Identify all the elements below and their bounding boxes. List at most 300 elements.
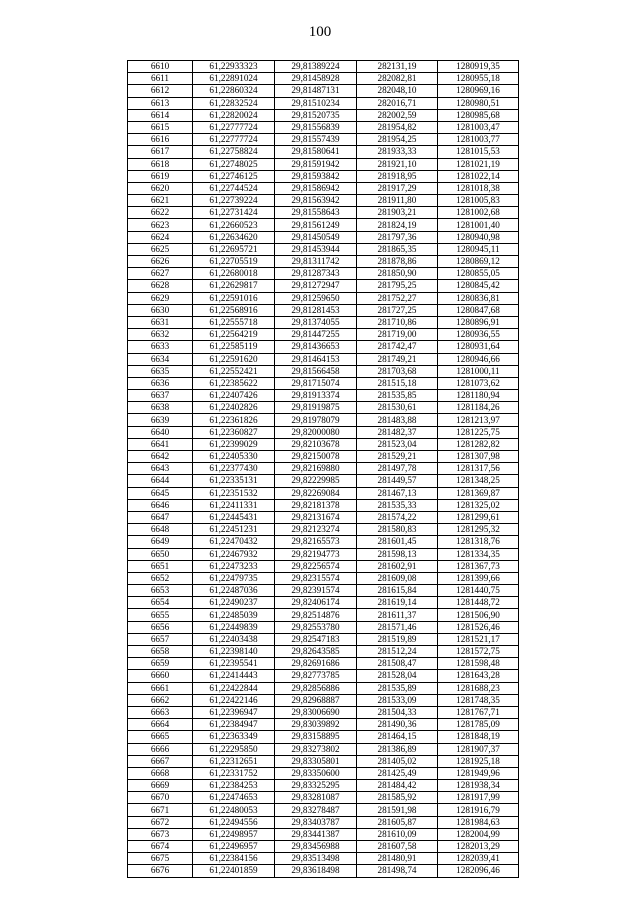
latitude-cell: 61,22361826 — [193, 414, 275, 426]
y-coordinate-cell: 1281448,72 — [438, 597, 519, 609]
table-row — [128, 182, 519, 194]
point-number-cell: 6616 — [128, 134, 193, 146]
latitude-cell: 61,22629817 — [193, 280, 275, 292]
longitude-cell: 29,81389224 — [275, 61, 357, 73]
latitude-cell: 61,22498957 — [193, 828, 275, 840]
y-coordinate-cell: 1281317,56 — [438, 463, 519, 475]
x-coordinate-cell: 281535,33 — [357, 499, 438, 511]
table-row — [128, 560, 519, 572]
y-coordinate-cell: 1281506,90 — [438, 609, 519, 621]
y-coordinate-cell: 1281521,17 — [438, 633, 519, 645]
latitude-cell: 61,22479735 — [193, 572, 275, 584]
latitude-cell: 61,22445431 — [193, 511, 275, 523]
table-row — [128, 646, 519, 658]
table-row — [128, 231, 519, 243]
point-number-cell: 6644 — [128, 475, 193, 487]
longitude-cell: 29,81913374 — [275, 390, 357, 402]
x-coordinate-cell: 281865,35 — [357, 243, 438, 255]
y-coordinate-cell: 1280940,98 — [438, 231, 519, 243]
longitude-cell: 29,83403787 — [275, 816, 357, 828]
y-coordinate-cell: 1281307,98 — [438, 451, 519, 463]
x-coordinate-cell: 281727,25 — [357, 304, 438, 316]
point-number-cell: 6671 — [128, 804, 193, 816]
table-row — [128, 109, 519, 121]
longitude-cell: 29,82165573 — [275, 536, 357, 548]
y-coordinate-cell: 1281318,76 — [438, 536, 519, 548]
longitude-cell: 29,83325295 — [275, 780, 357, 792]
x-coordinate-cell: 281533,09 — [357, 694, 438, 706]
table-row — [128, 499, 519, 511]
latitude-cell: 61,22451231 — [193, 524, 275, 536]
latitude-cell: 61,22411331 — [193, 499, 275, 511]
table-row — [128, 621, 519, 633]
x-coordinate-cell: 282131,19 — [357, 61, 438, 73]
table-row — [128, 353, 519, 365]
longitude-cell: 29,81287343 — [275, 268, 357, 280]
longitude-cell: 29,83158895 — [275, 731, 357, 743]
x-coordinate-cell: 281508,47 — [357, 658, 438, 670]
x-coordinate-cell: 281449,57 — [357, 475, 438, 487]
longitude-cell: 29,81556839 — [275, 121, 357, 133]
latitude-cell: 61,22555718 — [193, 316, 275, 328]
longitude-cell: 29,82269084 — [275, 487, 357, 499]
latitude-cell: 61,22820024 — [193, 109, 275, 121]
longitude-cell: 29,82150078 — [275, 451, 357, 463]
latitude-cell: 61,22496957 — [193, 841, 275, 853]
y-coordinate-cell: 1281325,02 — [438, 499, 519, 511]
point-number-cell: 6649 — [128, 536, 193, 548]
x-coordinate-cell: 281585,92 — [357, 792, 438, 804]
longitude-cell: 29,82131674 — [275, 511, 357, 523]
longitude-cell: 29,83513498 — [275, 853, 357, 865]
point-number-cell: 6614 — [128, 109, 193, 121]
table-row — [128, 597, 519, 609]
table-row — [128, 195, 519, 207]
table-row — [128, 585, 519, 597]
table-row — [128, 792, 519, 804]
latitude-cell: 61,22399029 — [193, 438, 275, 450]
longitude-cell: 29,83350600 — [275, 767, 357, 779]
longitude-cell: 29,81311742 — [275, 256, 357, 268]
point-number-cell: 6641 — [128, 438, 193, 450]
point-number-cell: 6647 — [128, 511, 193, 523]
latitude-cell: 61,22422146 — [193, 694, 275, 706]
x-coordinate-cell: 282002,59 — [357, 109, 438, 121]
table-row — [128, 841, 519, 853]
latitude-cell: 61,22494556 — [193, 816, 275, 828]
x-coordinate-cell: 281850,90 — [357, 268, 438, 280]
table-row — [128, 243, 519, 255]
longitude-cell: 29,81715074 — [275, 377, 357, 389]
point-number-cell: 6637 — [128, 390, 193, 402]
table-row — [128, 170, 519, 182]
point-number-cell: 6613 — [128, 97, 193, 109]
latitude-cell: 61,22748025 — [193, 158, 275, 170]
point-number-cell: 6646 — [128, 499, 193, 511]
table-row — [128, 304, 519, 316]
point-number-cell: 6655 — [128, 609, 193, 621]
latitude-cell: 61,22467932 — [193, 548, 275, 560]
table-row — [128, 511, 519, 523]
point-number-cell: 6632 — [128, 329, 193, 341]
longitude-cell: 29,81453944 — [275, 243, 357, 255]
point-number-cell: 6654 — [128, 597, 193, 609]
y-coordinate-cell: 1280969,16 — [438, 85, 519, 97]
point-number-cell: 6633 — [128, 341, 193, 353]
table-row — [128, 767, 519, 779]
longitude-cell: 29,81281453 — [275, 304, 357, 316]
y-coordinate-cell: 1281907,37 — [438, 743, 519, 755]
point-number-cell: 6670 — [128, 792, 193, 804]
y-coordinate-cell: 1281282,82 — [438, 438, 519, 450]
latitude-cell: 61,22680018 — [193, 268, 275, 280]
point-number-cell: 6661 — [128, 682, 193, 694]
x-coordinate-cell: 281601,45 — [357, 536, 438, 548]
latitude-cell: 61,22474653 — [193, 792, 275, 804]
table-row — [128, 865, 519, 877]
x-coordinate-cell: 281824,19 — [357, 219, 438, 231]
table-row — [128, 743, 519, 755]
y-coordinate-cell: 1281917,99 — [438, 792, 519, 804]
table-row — [128, 219, 519, 231]
y-coordinate-cell: 1281440,75 — [438, 585, 519, 597]
x-coordinate-cell: 281405,02 — [357, 755, 438, 767]
x-coordinate-cell: 281878,86 — [357, 256, 438, 268]
point-number-cell: 6651 — [128, 560, 193, 572]
x-coordinate-cell: 281610,09 — [357, 828, 438, 840]
latitude-cell: 61,22777724 — [193, 121, 275, 133]
y-coordinate-cell: 1281369,87 — [438, 487, 519, 499]
table-row — [128, 85, 519, 97]
point-number-cell: 6629 — [128, 292, 193, 304]
longitude-cell: 29,83278487 — [275, 804, 357, 816]
point-number-cell: 6666 — [128, 743, 193, 755]
x-coordinate-cell: 281574,22 — [357, 511, 438, 523]
latitude-cell: 61,22363349 — [193, 731, 275, 743]
x-coordinate-cell: 281528,04 — [357, 670, 438, 682]
longitude-cell: 29,81520735 — [275, 109, 357, 121]
x-coordinate-cell: 281607,58 — [357, 841, 438, 853]
x-coordinate-cell: 281795,25 — [357, 280, 438, 292]
x-coordinate-cell: 281535,89 — [357, 682, 438, 694]
x-coordinate-cell: 282048,10 — [357, 85, 438, 97]
table-row — [128, 451, 519, 463]
table-row — [128, 377, 519, 389]
point-number-cell: 6674 — [128, 841, 193, 853]
table-row — [128, 755, 519, 767]
x-coordinate-cell: 281954,25 — [357, 134, 438, 146]
longitude-cell: 29,81458928 — [275, 73, 357, 85]
point-number-cell: 6656 — [128, 621, 193, 633]
y-coordinate-cell: 1280855,05 — [438, 268, 519, 280]
x-coordinate-cell: 281917,29 — [357, 182, 438, 194]
point-number-cell: 6645 — [128, 487, 193, 499]
longitude-cell: 29,83006690 — [275, 706, 357, 718]
y-coordinate-cell: 1281767,71 — [438, 706, 519, 718]
table-row — [128, 780, 519, 792]
y-coordinate-cell: 1281000,11 — [438, 365, 519, 377]
latitude-cell: 61,22568916 — [193, 304, 275, 316]
y-coordinate-cell: 1280896,91 — [438, 316, 519, 328]
point-number-cell: 6635 — [128, 365, 193, 377]
latitude-cell: 61,22360827 — [193, 426, 275, 438]
x-coordinate-cell: 281497,78 — [357, 463, 438, 475]
y-coordinate-cell: 1281018,38 — [438, 182, 519, 194]
x-coordinate-cell: 281749,21 — [357, 353, 438, 365]
longitude-cell: 29,82514876 — [275, 609, 357, 621]
x-coordinate-cell: 281512,24 — [357, 646, 438, 658]
y-coordinate-cell: 1281748,35 — [438, 694, 519, 706]
point-number-cell: 6663 — [128, 706, 193, 718]
longitude-cell: 29,81978079 — [275, 414, 357, 426]
table-row — [128, 463, 519, 475]
point-number-cell: 6662 — [128, 694, 193, 706]
latitude-cell: 61,22933323 — [193, 61, 275, 73]
x-coordinate-cell: 281933,33 — [357, 146, 438, 158]
y-coordinate-cell: 1281184,26 — [438, 402, 519, 414]
point-number-cell: 6643 — [128, 463, 193, 475]
longitude-cell: 29,81436653 — [275, 341, 357, 353]
latitude-cell: 61,22295850 — [193, 743, 275, 755]
y-coordinate-cell: 1281021,19 — [438, 158, 519, 170]
point-number-cell: 6628 — [128, 280, 193, 292]
point-number-cell: 6640 — [128, 426, 193, 438]
latitude-cell: 61,22480053 — [193, 804, 275, 816]
x-coordinate-cell: 281530,61 — [357, 402, 438, 414]
y-coordinate-cell: 1280936,55 — [438, 329, 519, 341]
point-number-cell: 6625 — [128, 243, 193, 255]
latitude-cell: 61,22396947 — [193, 706, 275, 718]
x-coordinate-cell: 281515,18 — [357, 377, 438, 389]
longitude-cell: 29,82856886 — [275, 682, 357, 694]
y-coordinate-cell: 1281938,34 — [438, 780, 519, 792]
x-coordinate-cell: 281797,36 — [357, 231, 438, 243]
table-row — [128, 670, 519, 682]
table-row — [128, 853, 519, 865]
longitude-cell: 29,83039892 — [275, 719, 357, 731]
latitude-cell: 61,22384947 — [193, 719, 275, 731]
latitude-cell: 61,22744524 — [193, 182, 275, 194]
point-number-cell: 6648 — [128, 524, 193, 536]
y-coordinate-cell: 1281001,40 — [438, 219, 519, 231]
y-coordinate-cell: 1281299,61 — [438, 511, 519, 523]
x-coordinate-cell: 281482,37 — [357, 426, 438, 438]
table-row — [128, 292, 519, 304]
longitude-cell: 29,81593842 — [275, 170, 357, 182]
y-coordinate-cell: 1281022,14 — [438, 170, 519, 182]
longitude-cell: 29,83441387 — [275, 828, 357, 840]
longitude-cell: 29,81561249 — [275, 219, 357, 231]
y-coordinate-cell: 1281367,73 — [438, 560, 519, 572]
x-coordinate-cell: 281615,84 — [357, 585, 438, 597]
y-coordinate-cell: 1281348,25 — [438, 475, 519, 487]
y-coordinate-cell: 1280869,12 — [438, 256, 519, 268]
x-coordinate-cell: 281918,95 — [357, 170, 438, 182]
x-coordinate-cell: 281903,21 — [357, 207, 438, 219]
x-coordinate-cell: 282082,81 — [357, 73, 438, 85]
y-coordinate-cell: 1281848,19 — [438, 731, 519, 743]
latitude-cell: 61,22403438 — [193, 633, 275, 645]
x-coordinate-cell: 281519,89 — [357, 633, 438, 645]
y-coordinate-cell: 1281399,66 — [438, 572, 519, 584]
y-coordinate-cell: 1280945,11 — [438, 243, 519, 255]
table-row — [128, 524, 519, 536]
x-coordinate-cell: 281464,15 — [357, 731, 438, 743]
x-coordinate-cell: 281602,91 — [357, 560, 438, 572]
coordinates-table — [127, 60, 519, 878]
point-number-cell: 6653 — [128, 585, 193, 597]
y-coordinate-cell: 1280955,18 — [438, 73, 519, 85]
table-row — [128, 548, 519, 560]
x-coordinate-cell: 281703,68 — [357, 365, 438, 377]
y-coordinate-cell: 1281225,75 — [438, 426, 519, 438]
point-number-cell: 6676 — [128, 865, 193, 877]
x-coordinate-cell: 281921,10 — [357, 158, 438, 170]
latitude-cell: 61,22860324 — [193, 85, 275, 97]
point-number-cell: 6634 — [128, 353, 193, 365]
latitude-cell: 61,22384253 — [193, 780, 275, 792]
table-row — [128, 731, 519, 743]
y-coordinate-cell: 1281688,23 — [438, 682, 519, 694]
x-coordinate-cell: 281425,49 — [357, 767, 438, 779]
table-row — [128, 341, 519, 353]
y-coordinate-cell: 1281295,32 — [438, 524, 519, 536]
x-coordinate-cell: 281609,08 — [357, 572, 438, 584]
table-row — [128, 426, 519, 438]
latitude-cell: 61,22634620 — [193, 231, 275, 243]
y-coordinate-cell: 1281925,18 — [438, 755, 519, 767]
table-row — [128, 316, 519, 328]
latitude-cell: 61,22398140 — [193, 646, 275, 658]
table-row — [128, 828, 519, 840]
x-coordinate-cell: 281386,89 — [357, 743, 438, 755]
table-row — [128, 207, 519, 219]
latitude-cell: 61,22312651 — [193, 755, 275, 767]
point-number-cell: 6617 — [128, 146, 193, 158]
point-number-cell: 6668 — [128, 767, 193, 779]
latitude-cell: 61,22473233 — [193, 560, 275, 572]
latitude-cell: 61,22351532 — [193, 487, 275, 499]
point-number-cell: 6638 — [128, 402, 193, 414]
point-number-cell: 6660 — [128, 670, 193, 682]
y-coordinate-cell: 1282039,41 — [438, 853, 519, 865]
latitude-cell: 61,22377430 — [193, 463, 275, 475]
latitude-cell: 61,22832524 — [193, 97, 275, 109]
latitude-cell: 61,22695721 — [193, 243, 275, 255]
x-coordinate-cell: 281480,91 — [357, 853, 438, 865]
latitude-cell: 61,22739224 — [193, 195, 275, 207]
latitude-cell: 61,22384156 — [193, 853, 275, 865]
longitude-cell: 29,82691686 — [275, 658, 357, 670]
x-coordinate-cell: 281571,46 — [357, 621, 438, 633]
longitude-cell: 29,81591942 — [275, 158, 357, 170]
longitude-cell: 29,82773785 — [275, 670, 357, 682]
table-row — [128, 658, 519, 670]
y-coordinate-cell: 1280836,81 — [438, 292, 519, 304]
longitude-cell: 29,82123274 — [275, 524, 357, 536]
x-coordinate-cell: 281580,83 — [357, 524, 438, 536]
point-number-cell: 6626 — [128, 256, 193, 268]
x-coordinate-cell: 281742,47 — [357, 341, 438, 353]
longitude-cell: 29,82968887 — [275, 694, 357, 706]
table-row — [128, 158, 519, 170]
point-number-cell: 6672 — [128, 816, 193, 828]
latitude-cell: 61,22660523 — [193, 219, 275, 231]
table-row — [128, 609, 519, 621]
point-number-cell: 6620 — [128, 182, 193, 194]
y-coordinate-cell: 1281949,96 — [438, 767, 519, 779]
y-coordinate-cell: 1280919,35 — [438, 61, 519, 73]
longitude-cell: 29,81557439 — [275, 134, 357, 146]
x-coordinate-cell: 281483,88 — [357, 414, 438, 426]
latitude-cell: 61,22470432 — [193, 536, 275, 548]
x-coordinate-cell: 282016,71 — [357, 97, 438, 109]
y-coordinate-cell: 1280985,68 — [438, 109, 519, 121]
table-row — [128, 146, 519, 158]
longitude-cell: 29,81558643 — [275, 207, 357, 219]
x-coordinate-cell: 281954,82 — [357, 121, 438, 133]
longitude-cell: 29,81510234 — [275, 97, 357, 109]
longitude-cell: 29,81374055 — [275, 316, 357, 328]
x-coordinate-cell: 281523,04 — [357, 438, 438, 450]
y-coordinate-cell: 1280847,68 — [438, 304, 519, 316]
point-number-cell: 6659 — [128, 658, 193, 670]
y-coordinate-cell: 1280980,51 — [438, 97, 519, 109]
latitude-cell: 61,22405330 — [193, 451, 275, 463]
y-coordinate-cell: 1281003,77 — [438, 134, 519, 146]
x-coordinate-cell: 281710,86 — [357, 316, 438, 328]
table-row — [128, 487, 519, 499]
point-number-cell: 6669 — [128, 780, 193, 792]
longitude-cell: 29,81464153 — [275, 353, 357, 365]
table-row — [128, 536, 519, 548]
point-number-cell: 6639 — [128, 414, 193, 426]
y-coordinate-cell: 1281073,62 — [438, 377, 519, 389]
longitude-cell: 29,81450549 — [275, 231, 357, 243]
longitude-cell: 29,81447255 — [275, 329, 357, 341]
table-row — [128, 706, 519, 718]
latitude-cell: 61,22407426 — [193, 390, 275, 402]
longitude-cell: 29,81586942 — [275, 182, 357, 194]
y-coordinate-cell: 1282004,99 — [438, 828, 519, 840]
x-coordinate-cell: 281911,80 — [357, 195, 438, 207]
y-coordinate-cell: 1281213,97 — [438, 414, 519, 426]
latitude-cell: 61,22401859 — [193, 865, 275, 877]
latitude-cell: 61,22422844 — [193, 682, 275, 694]
y-coordinate-cell: 1281572,75 — [438, 646, 519, 658]
x-coordinate-cell: 281605,87 — [357, 816, 438, 828]
table-row — [128, 390, 519, 402]
x-coordinate-cell: 281490,36 — [357, 719, 438, 731]
point-number-cell: 6657 — [128, 633, 193, 645]
x-coordinate-cell: 281535,85 — [357, 390, 438, 402]
point-number-cell: 6610 — [128, 61, 193, 73]
x-coordinate-cell: 281619,14 — [357, 597, 438, 609]
table-row — [128, 73, 519, 85]
table-row — [128, 804, 519, 816]
table-row — [128, 633, 519, 645]
latitude-cell: 61,22891024 — [193, 73, 275, 85]
point-number-cell: 6631 — [128, 316, 193, 328]
table-row — [128, 694, 519, 706]
latitude-cell: 61,22449839 — [193, 621, 275, 633]
y-coordinate-cell: 1280845,42 — [438, 280, 519, 292]
longitude-cell: 29,82181378 — [275, 499, 357, 511]
y-coordinate-cell: 1281643,28 — [438, 670, 519, 682]
point-number-cell: 6611 — [128, 73, 193, 85]
point-number-cell: 6652 — [128, 572, 193, 584]
x-coordinate-cell: 281598,13 — [357, 548, 438, 560]
